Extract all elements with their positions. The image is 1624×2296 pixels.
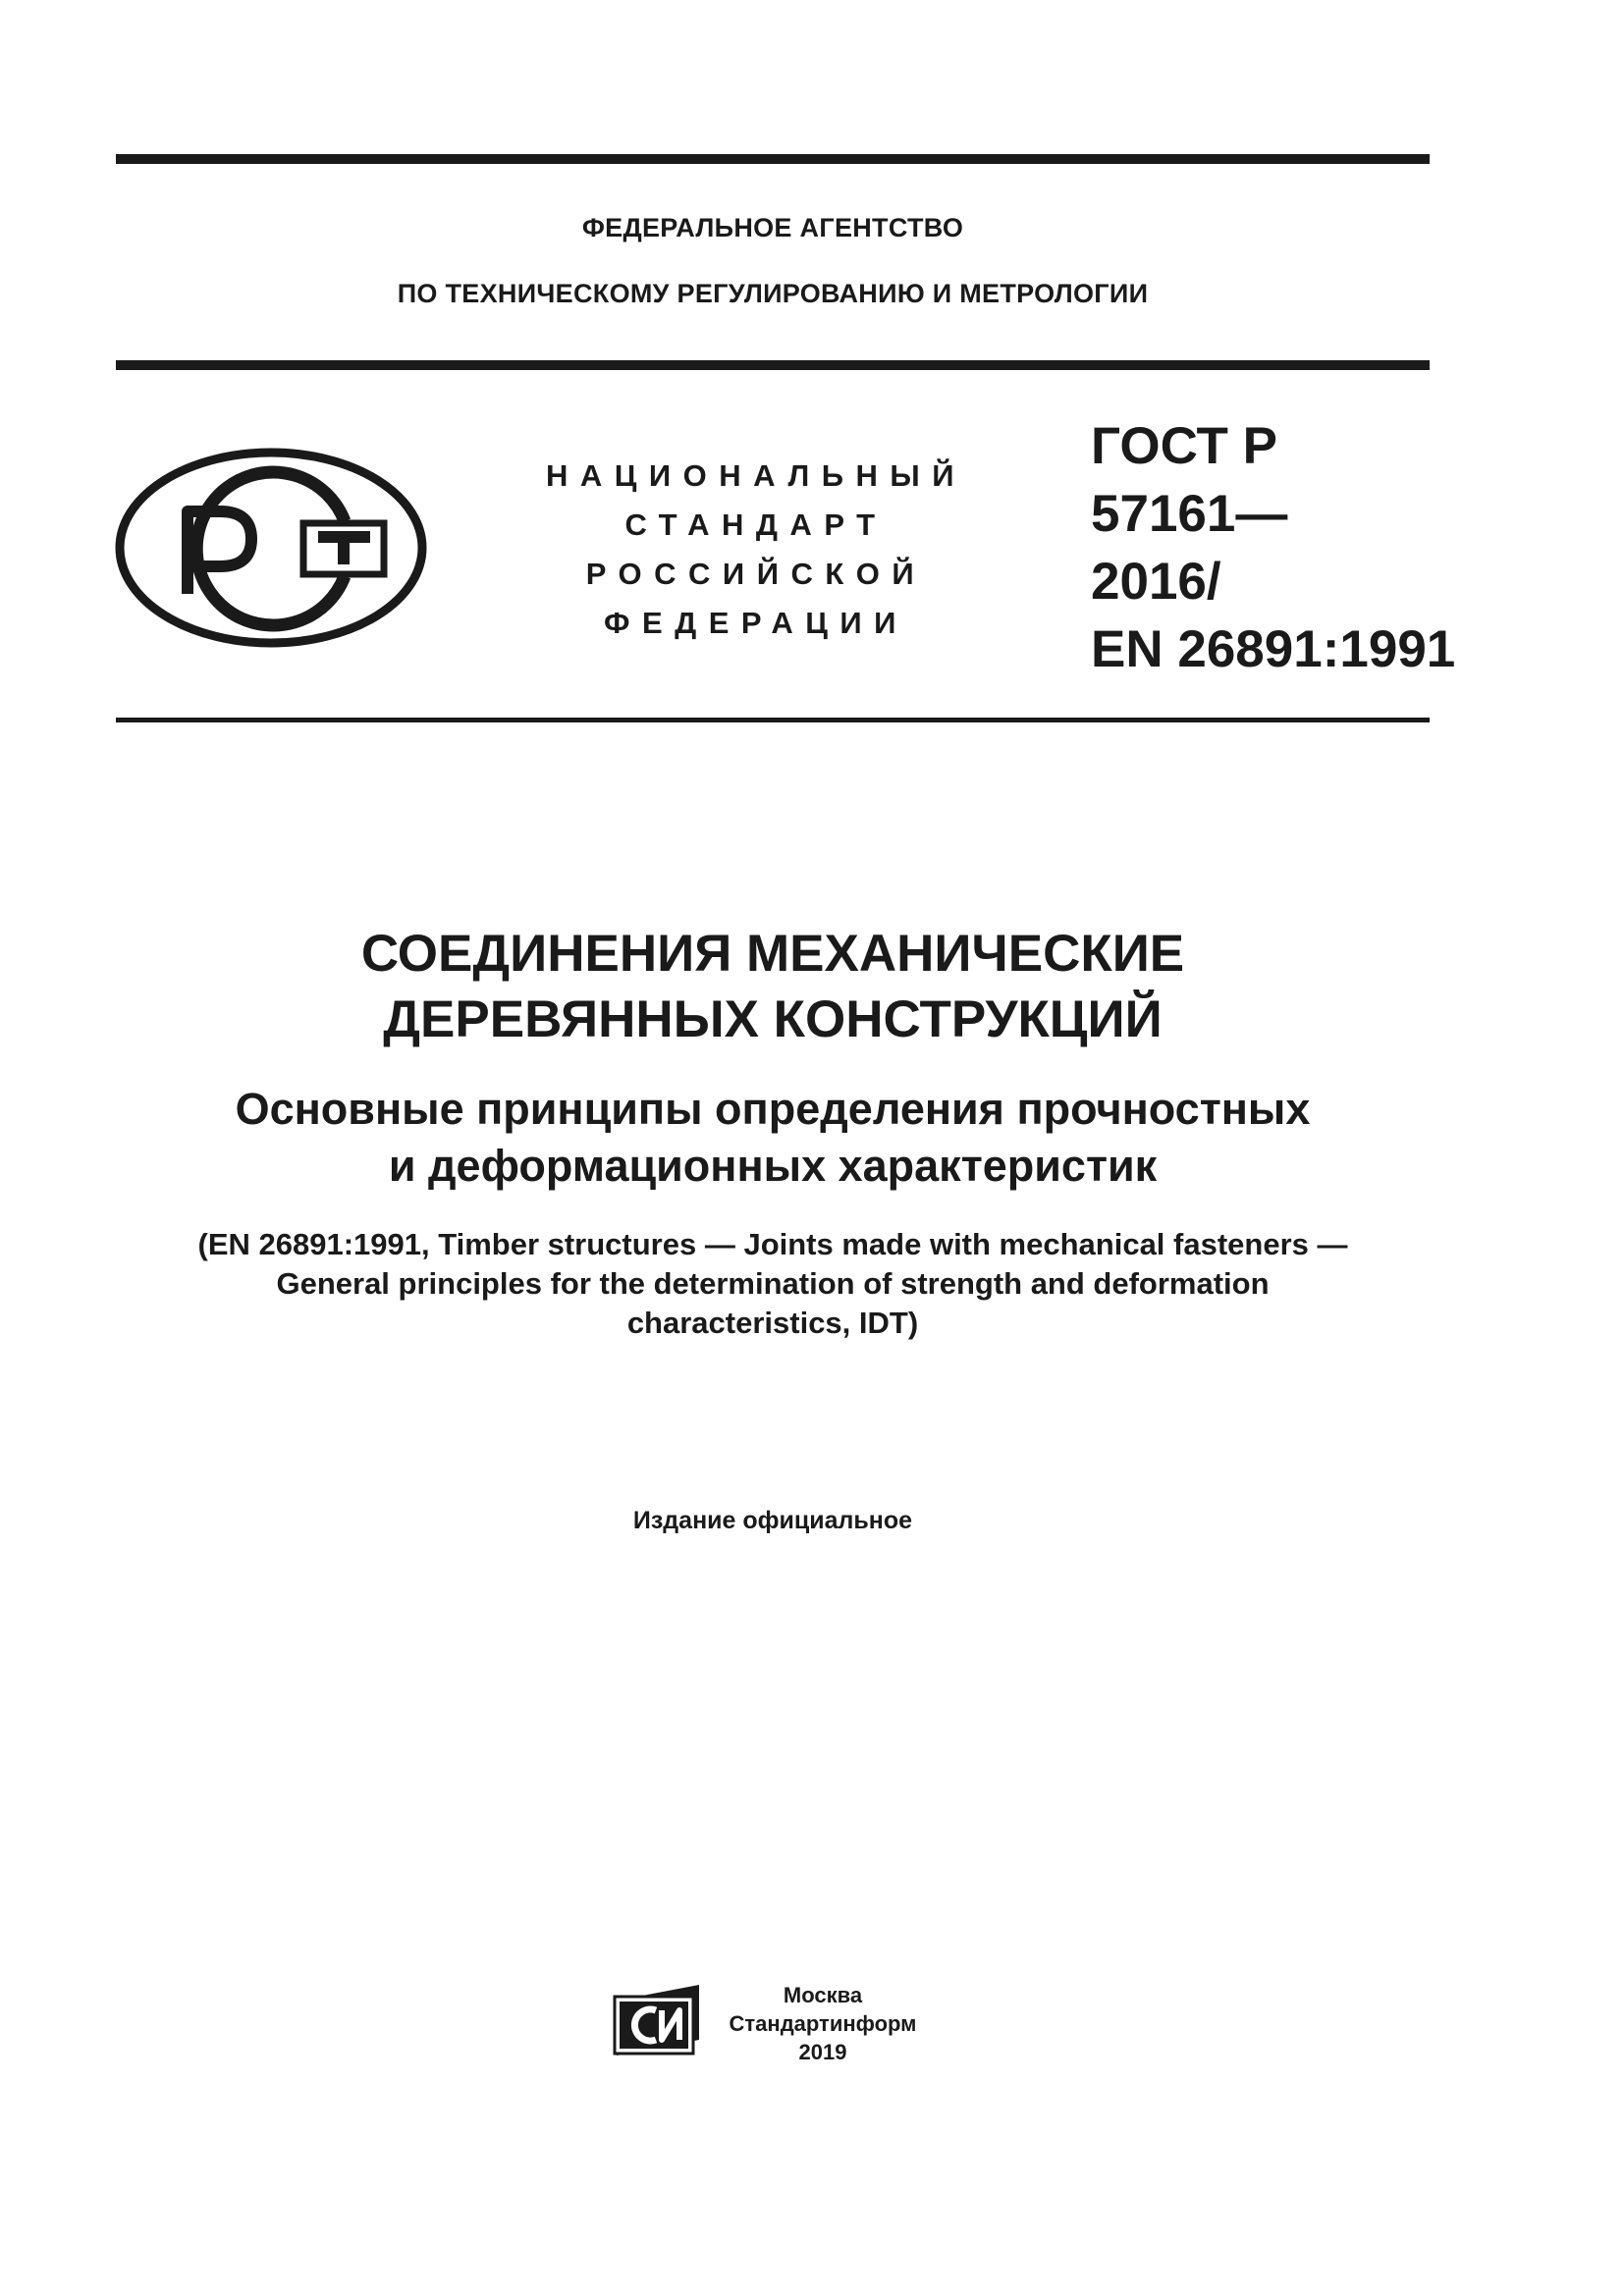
bottom-rule: [116, 718, 1430, 722]
reference-line: General principles for the determination of strength and deformation: [276, 1266, 1270, 1301]
title-line: ДЕРЕВЯННЫХ КОНСТРУКЦИЙ: [383, 990, 1163, 1048]
publisher-block: [715, 1981, 931, 2066]
national-standard-line: СТАНДАРТ: [624, 507, 888, 542]
designation-line: ГОСТ Р: [1091, 417, 1277, 475]
subtitle-line: и деформационных характеристик: [388, 1141, 1158, 1191]
publisher-city: Москва: [783, 1983, 863, 2007]
document-subtitle: [116, 1081, 1430, 1195]
agency-name-line-2: ПО ТЕХНИЧЕСКОМУ РЕГУЛИРОВАНИЮ И МЕТРОЛОГИИ: [397, 279, 1149, 308]
rst-emblem-icon: [114, 447, 428, 649]
national-standard-line: ФЕДЕРАЦИИ: [604, 606, 908, 640]
national-standard-line: РОССИЙСКОЙ: [585, 557, 927, 591]
reference-line: (EN 26891:1991, Timber structures — Joints made with mechanical fasteners —: [197, 1227, 1348, 1261]
publication-year: 2019: [798, 2040, 847, 2064]
international-reference: [116, 1225, 1430, 1343]
title-line: СОЕДИНЕНИЯ МЕХАНИЧЕСКИЕ: [360, 925, 1185, 983]
designation-line: 57161—: [1091, 485, 1288, 543]
top-rule: [116, 154, 1430, 164]
edition-label: Издание официальное: [632, 1507, 913, 1534]
document-title: [116, 921, 1430, 1052]
reference-line: characteristics, IDT): [626, 1306, 919, 1340]
standartinform-logo-icon: [611, 1983, 705, 2057]
designation-line: EN 26891:1991: [1091, 620, 1456, 678]
standard-designation: [1091, 412, 1456, 683]
publisher-name: Стандартинформ: [729, 2011, 917, 2036]
national-standard-block: [530, 452, 982, 648]
agency-name-line-1: ФЕДЕРАЛЬНОЕ АГЕНТСТВО: [581, 213, 964, 242]
designation-line: 2016/: [1091, 553, 1221, 611]
middle-rule: [116, 360, 1430, 370]
national-standard-line: НАЦИОНАЛЬНЫЙ: [545, 458, 967, 493]
subtitle-line: Основные принципы определения прочностных: [235, 1084, 1311, 1134]
